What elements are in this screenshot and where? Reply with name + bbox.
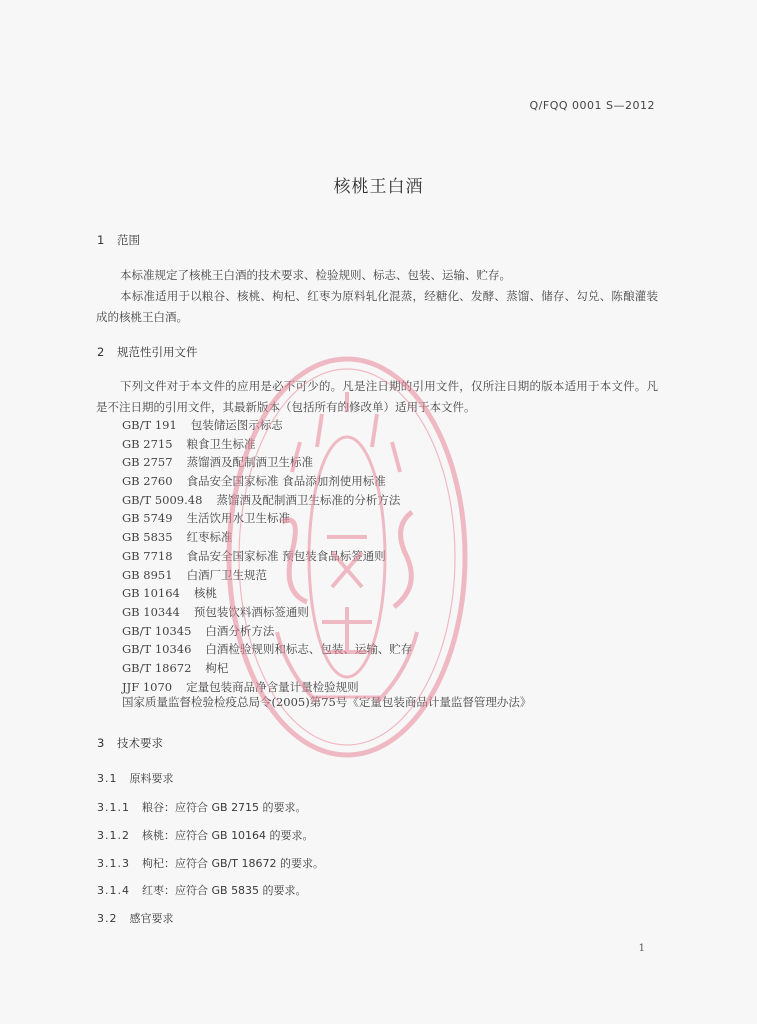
reference-item xyxy=(122,547,412,566)
clause-text: 核桃：应符合 GB 10164 的要求。 xyxy=(142,829,314,842)
reference-item xyxy=(122,528,412,547)
reference-code: GB 5835 xyxy=(122,530,173,545)
clause-item xyxy=(97,827,314,843)
reference-name: 食品安全国家标准 预包装食品标签通则 xyxy=(186,548,386,563)
reference-name: 粮食卫生标准 xyxy=(186,436,256,451)
reference-code: GB 10344 xyxy=(122,604,180,619)
reference-item xyxy=(122,603,412,622)
reference-code: GB 2757 xyxy=(122,455,173,470)
section-2-intro xyxy=(96,376,658,418)
reference-code: GB 2760 xyxy=(122,474,173,489)
section-title: 范围 xyxy=(117,233,140,247)
subsection-3-2 xyxy=(97,910,174,926)
clause-text: 粮谷：应符合 GB 2715 的要求。 xyxy=(142,801,307,814)
clause-item xyxy=(97,882,307,898)
reference-item xyxy=(122,491,412,510)
clause-number: 3.1.2 xyxy=(97,829,130,842)
section-number: 3 xyxy=(97,736,105,750)
clause-text: 枸杞：应符合 GB/T 18672 的要求。 xyxy=(142,857,324,870)
document-code: Q/FQQ 0001 S—2012 xyxy=(529,99,655,112)
reference-code: GB/T 10346 xyxy=(122,642,192,657)
reference-name: 红枣标准 xyxy=(186,530,233,545)
reference-item xyxy=(122,640,412,659)
reference-code: GB/T 18672 xyxy=(122,660,192,675)
clause-number: 3.1.4 xyxy=(97,884,130,897)
subsection-title: 感官要求 xyxy=(129,912,174,925)
reference-name: 包装储运图示标志 xyxy=(190,418,283,432)
reference-item-regulation: 国家质量监督检验检疫总局令(2005)第75号《定量包装商品计量监督管理办法》 xyxy=(122,695,532,709)
reference-code: GB/T 5009.48 xyxy=(122,492,203,507)
reference-code: GB 2715 xyxy=(122,436,173,451)
reference-name: 蒸馏酒及配制酒卫生标准 xyxy=(186,455,314,470)
reference-item xyxy=(122,659,412,678)
section-title: 技术要求 xyxy=(117,736,163,750)
paragraph: 本标准规定了核桃王白酒的技术要求、检验规则、标志、包装、运输、贮存。 xyxy=(120,268,511,282)
reference-name: 定量包装商品净含量计量检验规则 xyxy=(186,679,359,694)
section-number: 1 xyxy=(97,233,105,247)
reference-name: 白酒分析方法 xyxy=(205,623,275,638)
reference-code: GB/T 10345 xyxy=(122,623,192,638)
section-3-heading xyxy=(97,735,163,751)
reference-name: 核桃 xyxy=(193,586,217,601)
section-title: 规范性引用文件 xyxy=(117,345,198,359)
clause-item xyxy=(97,855,324,871)
reference-item xyxy=(122,416,412,435)
subsection-number: 3.1 xyxy=(97,772,118,785)
reference-list xyxy=(122,416,412,696)
reference-item xyxy=(122,622,412,641)
reference-code: GB 7718 xyxy=(122,548,173,563)
reference-item xyxy=(122,453,412,472)
subsection-3-1 xyxy=(97,770,174,786)
reference-item xyxy=(122,472,412,491)
reference-name: 蒸馏酒及配制酒卫生标准的分析方法 xyxy=(216,492,401,507)
section-2-heading xyxy=(97,344,198,360)
reference-name: 食品安全国家标准 食品添加剂使用标准 xyxy=(186,474,386,489)
section-1-body xyxy=(96,265,658,328)
section-1-heading xyxy=(97,232,140,248)
paragraph: 下列文件对于本文件的应用是必不可少的。凡是注日期的引用文件，仅所注日期的版本适用于本文件。凡是不注日期的引用文件，其最新版本（包括所有的修改单）适用于本文件。 xyxy=(96,379,658,414)
reference-item xyxy=(122,584,412,603)
page-number: 1 xyxy=(638,943,645,954)
reference-name: 白酒检验规则和标志、包装、运输、贮存 xyxy=(205,642,413,657)
reference-code: GB 8951 xyxy=(122,567,173,582)
reference-code: JJF 1070 xyxy=(122,679,173,694)
reference-code: GB 5749 xyxy=(122,511,173,526)
paragraph: 本标准适用于以粮谷、核桃、枸杞、红枣为原料轧化混蒸，经糖化、发酵、蒸馏、储存、勾兑、陈酿灌装成的核桃王白酒。 xyxy=(96,289,658,324)
reference-name: 生活饮用水卫生标准 xyxy=(186,511,291,526)
reference-code: GB 10164 xyxy=(122,586,180,601)
clause-item xyxy=(97,799,307,815)
subsection-title: 原料要求 xyxy=(129,772,174,785)
reference-name: 预包装饮料酒标签通则 xyxy=(193,604,309,619)
reference-item xyxy=(122,566,412,585)
clause-text: 红枣：应符合 GB 5835 的要求。 xyxy=(142,884,307,897)
clause-number: 3.1.1 xyxy=(97,801,130,814)
reference-name: 白酒厂卫生规范 xyxy=(186,567,268,582)
section-number: 2 xyxy=(97,345,105,359)
reference-item xyxy=(122,509,412,528)
subsection-number: 3.2 xyxy=(97,912,118,925)
clause-number: 3.1.3 xyxy=(97,857,130,870)
document-title: 核桃王白酒 xyxy=(333,177,424,197)
reference-code: GB/T 191 xyxy=(122,418,177,432)
reference-name: 枸杞 xyxy=(205,660,229,675)
reference-item xyxy=(122,435,412,454)
